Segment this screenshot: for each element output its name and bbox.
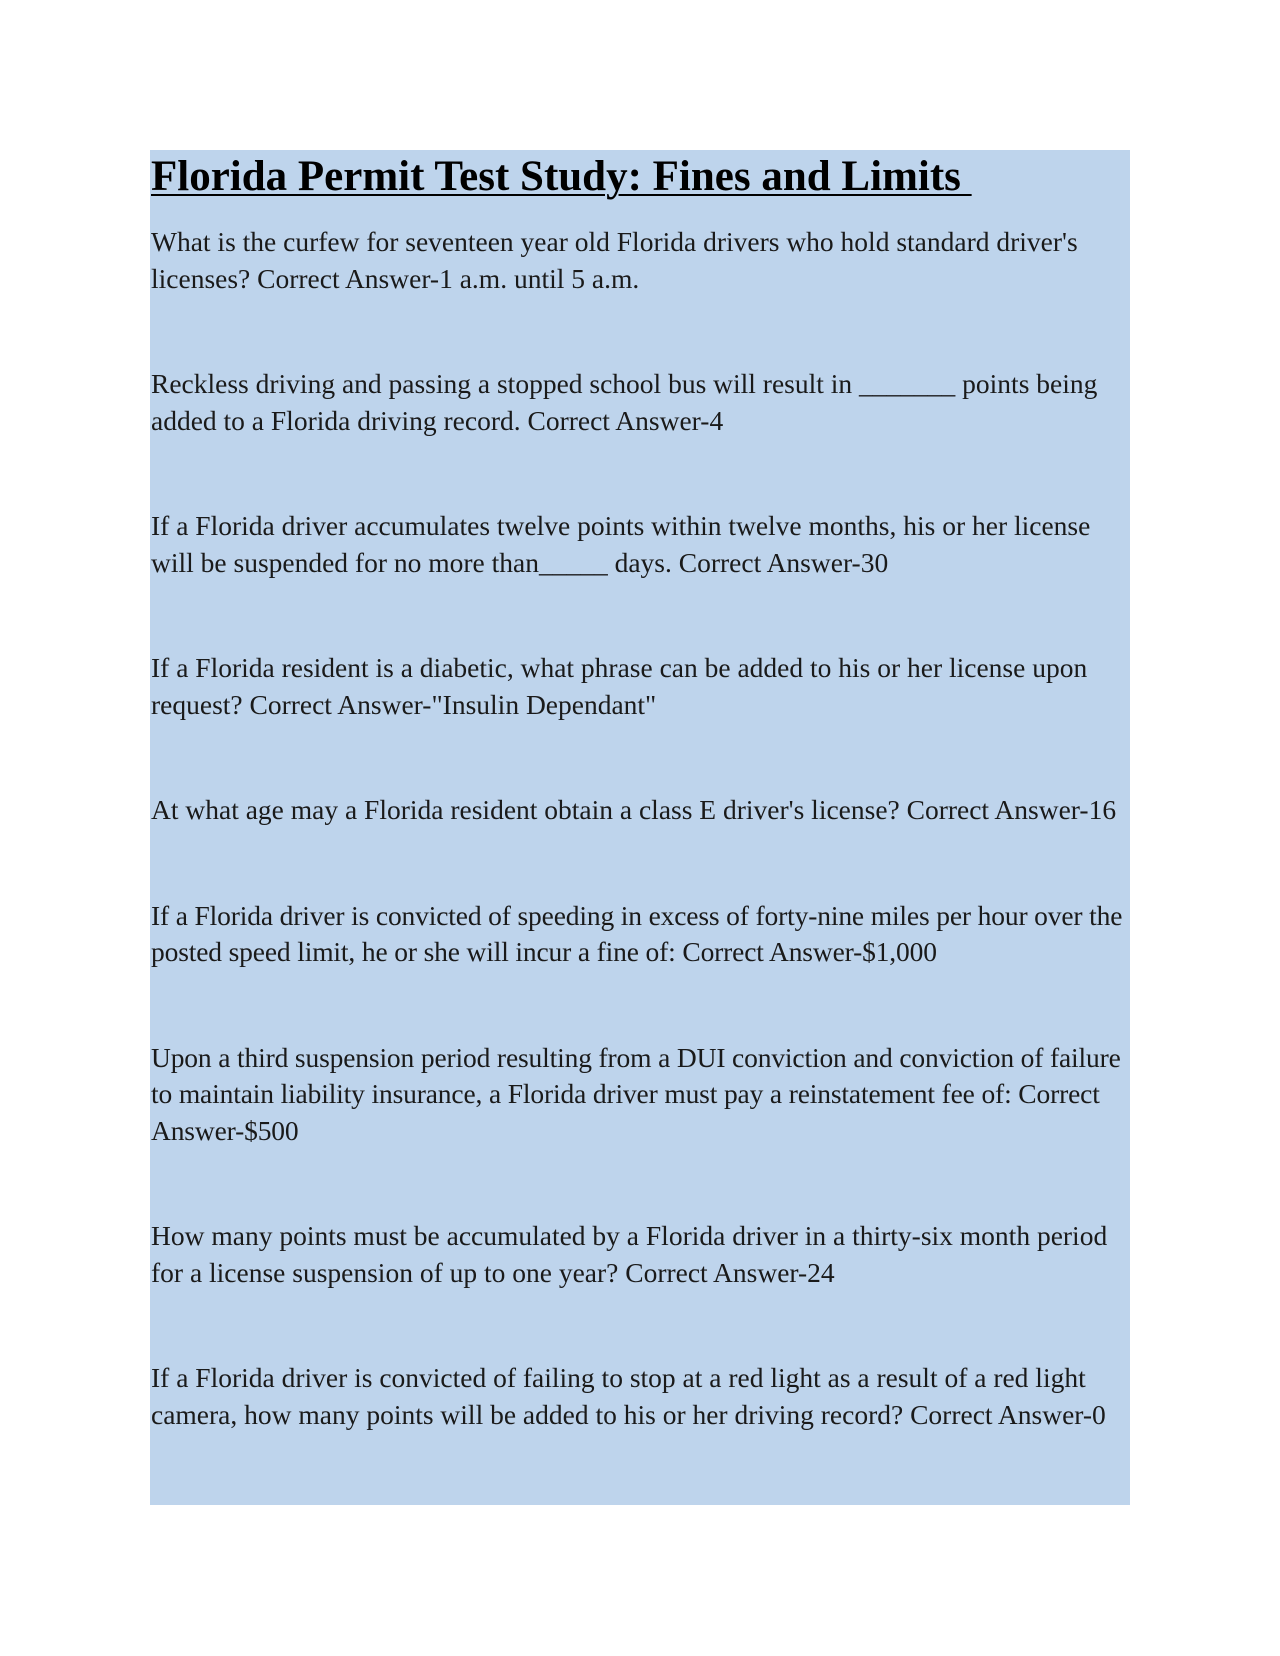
qa-item-9: If a Florida driver is convicted of failing to stop at a red light as a result of a red light camera, how many points will be added to his or her driving record? Correct Answer-0 [151, 1362, 1106, 1430]
qa-item-5: At what age may a Florida resident obtain a class E driver's license? Correct Answer-16 [151, 794, 1117, 825]
qa-item-2: Reckless driving and passing a stopped school bus will result in _______ points being added to a Florida driving record. Correct Answer-4 [151, 368, 1098, 436]
qa-item-3: If a Florida driver accumulates twelve points within twelve months, his or her license will be suspended for no more than_____ days. Correct Answer-30 [151, 510, 1091, 578]
qa-item-8: How many points must be accumulated by a Florida driver in a thirty-six month period for a license suspension of up to one year? Correct Answer-24 [151, 1220, 1108, 1288]
question-answer-list [151, 224, 1131, 1502]
qa-item-6: If a Florida driver is convicted of speeding in excess of forty-nine miles per hour over the posted speed limit, he or she will incur a fine of: Correct Answer-$1,000 [151, 899, 1123, 967]
document-title: Florida Permit Test Study: Fines and Limits [151, 153, 972, 200]
qa-item-4: If a Florida resident is a diabetic, what phrase can be added to his or her license upon request? Correct Answer-"Insulin Dependant" [151, 652, 1088, 720]
qa-item-1: What is the curfew for seventeen year old Florida drivers who hold standard driver's licenses? Correct Answer-1 a.m. until 5 a.m. [151, 226, 1078, 294]
qa-item-7: Upon a third suspension period resulting from a DUI conviction and conviction of failure to maintain liability insurance, a Florida driver must pay a reinstatement fee of: Correct Answer-$500 [151, 1041, 1121, 1146]
